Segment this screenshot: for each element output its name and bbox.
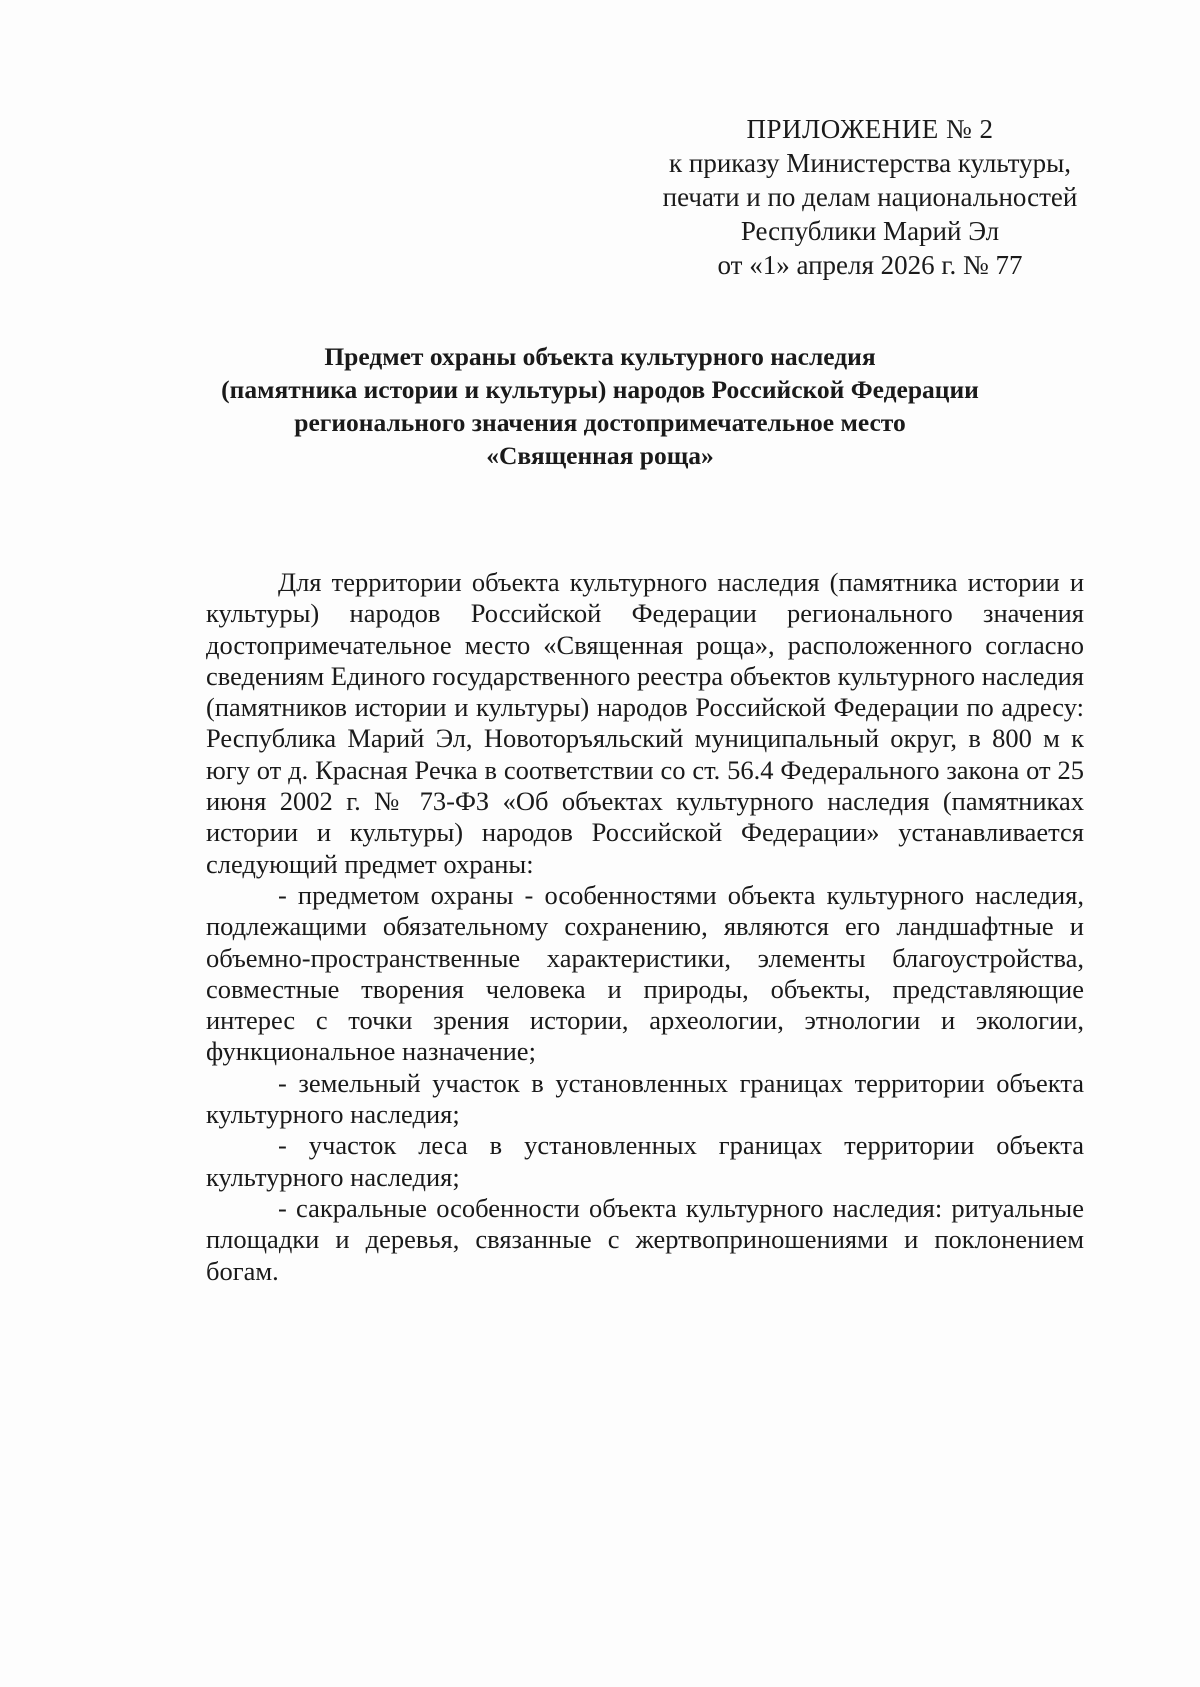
list-item: - участок леса в установленных границах территории объекта культурного наследия; xyxy=(206,1130,1084,1192)
document-title-line: (памятника истории и культуры) народов Российской Федерации xyxy=(221,375,979,404)
annex-republic-line: Республики Марий Эл xyxy=(740,216,1000,246)
annex-ministry-line: печати и по делам национальностей xyxy=(662,182,1078,212)
document-title-line: Предмет охраны объекта культурного наследия xyxy=(324,342,876,371)
annex-title: ПРИЛОЖЕНИЕ № 2 xyxy=(746,114,994,144)
list-item: - предметом охраны - особенностями объекта культурного наследия, подлежащими обязательному сохранению, являются его ландшафтные и объемно-пространственные характеристики, элементы благоустройства, совместные творения человека и природы, объекты, представляющие интерес с точки зрения истории, археологии, этнологии и экологии, функциональное назначение; xyxy=(206,879,1084,1067)
document-title xyxy=(150,340,1050,472)
annex-header xyxy=(620,112,1120,282)
annex-order-line: к приказу Министерства культуры, xyxy=(669,148,1071,178)
list-item: - сакральные особенности объекта культурного наследия: ритуальные площадки и деревья, связанные с жертвоприношениями и поклонением богам. xyxy=(206,1192,1084,1286)
document-title-line: регионального значения достопримечательное место xyxy=(294,408,906,437)
annex-date-line: от «1» апреля 2026 г. № 77 xyxy=(717,250,1023,280)
document-title-line: «Священная роща» xyxy=(486,441,714,470)
list-item: - земельный участок в установленных границах территории объекта культурного наследия; xyxy=(206,1067,1084,1130)
intro-paragraph: Для территории объекта культурного наследия (памятника истории и культуры) народов Российской Федерации регионального значения достопримечательное место «Священная роща», расположенного согласно сведениям Единого государственного реестра объектов культурного наследия (памятников истории и культуры) народов Российской Федерации по адресу: Республика Марий Эл, Новоторъяльский муниципальный округ, в 800 м к югу от д. Красная Речка в соответствии со ст. 56.4 Федерального закона от 25 июня 2002 г. № 73-ФЗ «Об объектах культурного наследия (памятниках истории и культуры) народов Российской Федерации» устанавливается следующий предмет охраны: xyxy=(206,567,1084,879)
document-body xyxy=(206,567,1084,1287)
